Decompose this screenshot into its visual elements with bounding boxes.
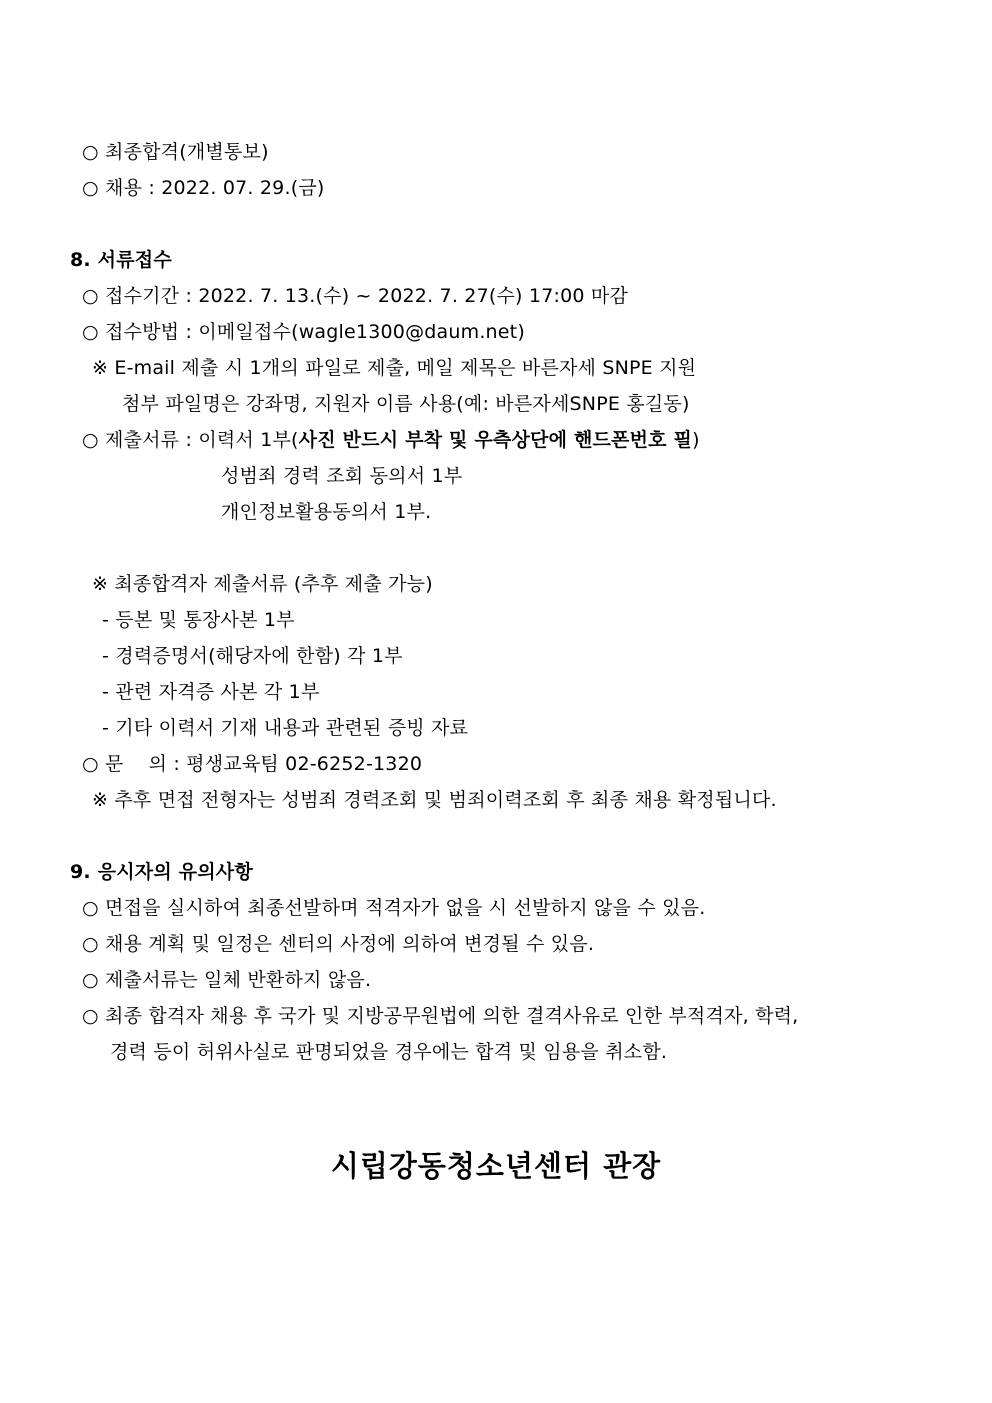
notice-item: ○ 채용 계획 및 일정은 센터의 사정에 의하여 변경될 수 있음. <box>82 933 595 955</box>
background-check-note: ※ 추후 면접 전형자는 성범죄 경력조회 및 범죄이력조회 후 최종 채용 확정됩니다. <box>92 789 777 811</box>
notice-item-continued: 경력 등이 허위사실로 판명되었을 경우에는 합격 및 임용을 취소함. <box>110 1041 668 1063</box>
section-8-heading: 8. 서류접수 <box>70 249 172 271</box>
email-note-continued: 첨부 파일명은 강좌명, 지원자 이름 사용(예: 바른자세SNPE 홍길동) <box>122 393 690 415</box>
required-documents-suffix: ) <box>692 429 700 451</box>
final-document-item: - 등본 및 통장사본 1부 <box>102 609 295 631</box>
required-documents-3: 개인정보활용동의서 1부. <box>221 501 432 523</box>
signature-title: 시립강동청소년센터 관장 <box>330 1149 662 1183</box>
required-documents-2: 성범죄 경력 조회 동의서 1부 <box>221 465 463 487</box>
hiring-date-line: ○ 채용 : 2022. 07. 29.(금) <box>82 177 325 199</box>
final-documents-note: ※ 최종합격자 제출서류 (추후 제출 가능) <box>92 573 433 595</box>
final-document-item: - 관련 자격증 사본 각 1부 <box>102 681 320 703</box>
required-documents-emphasis: 사진 반드시 부착 및 우측상단에 핸드폰번호 필 <box>298 429 693 451</box>
notice-item: ○ 제출서류는 일체 반환하지 않음. <box>82 969 372 991</box>
required-documents-prefix: ○ 제출서류 : 이력서 1부( <box>82 429 299 451</box>
final-pass-line: ○ 최종합격(개별통보) <box>82 141 269 163</box>
required-documents <box>82 428 700 452</box>
application-method: ○ 접수방법 : 이메일접수(wagle1300@daum.net) <box>82 321 525 343</box>
notice-item: ○ 면접을 실시하여 최종선발하며 적격자가 없을 시 선발하지 않을 수 있음. <box>82 897 706 919</box>
application-period: ○ 접수기간 : 2022. 7. 13.(수) ~ 2022. 7. 27(수) 17:00 마감 <box>82 285 629 307</box>
inquiry-contact: ○ 문 의 : 평생교육팀 02-6252-1320 <box>82 753 423 775</box>
final-document-item: - 기타 이력서 기재 내용과 관련된 증빙 자료 <box>102 717 469 739</box>
notice-item: ○ 최종 합격자 채용 후 국가 및 지방공무원법에 의한 결격사유로 인한 부적격자, 학력, <box>82 1005 799 1027</box>
final-document-item: - 경력증명서(해당자에 한함) 각 1부 <box>102 645 403 667</box>
section-9-heading: 9. 응시자의 유의사항 <box>70 861 253 883</box>
email-note: ※ E-mail 제출 시 1개의 파일로 제출, 메일 제목은 바른자세 SNPE 지원 <box>92 357 697 379</box>
